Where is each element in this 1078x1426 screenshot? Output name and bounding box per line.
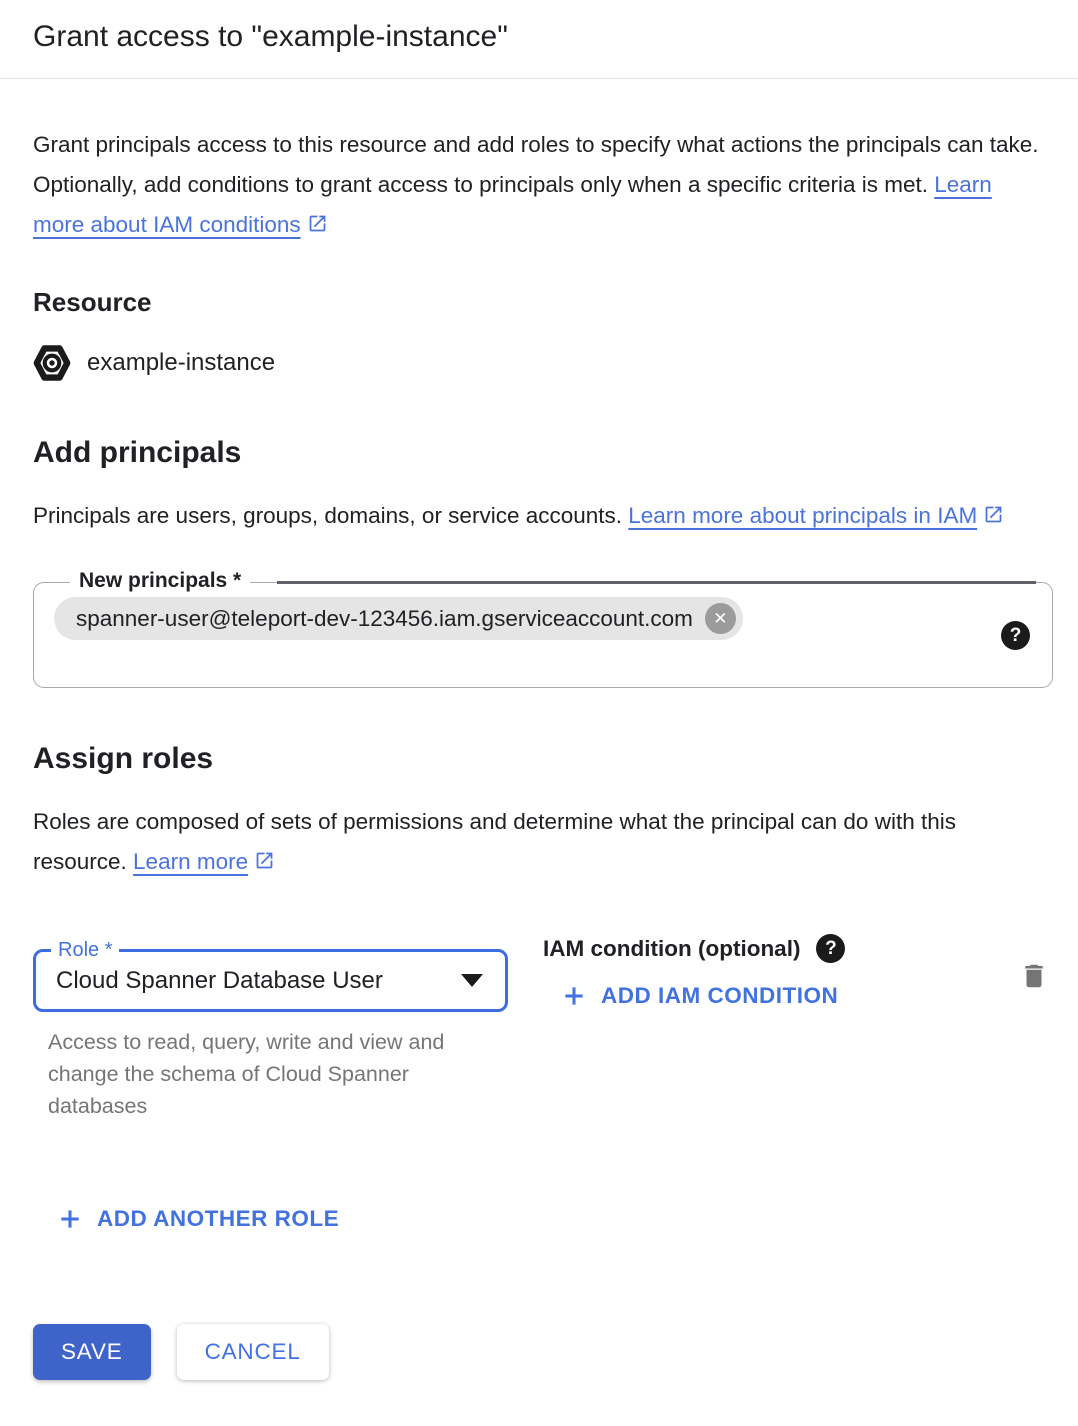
roles-description-text: Roles are composed of sets of permissions and determine what the principal can do with this resource.: [33, 809, 956, 874]
resource-heading: Resource: [33, 287, 152, 317]
add-principals-heading: Add principals: [33, 436, 242, 469]
role-column: [33, 934, 508, 1122]
add-another-role-button[interactable]: [47, 1198, 349, 1240]
add-iam-condition-button[interactable]: [551, 975, 848, 1017]
chip-remove-icon[interactable]: ✕: [705, 603, 736, 634]
new-principals-field[interactable]: [33, 569, 1053, 688]
add-role-wrap: [33, 1198, 1053, 1240]
new-principals-label: New principals *: [70, 569, 250, 593]
iam-condition-label-row: [543, 934, 1015, 963]
intro-paragraph: [33, 125, 1045, 245]
role-binding-row: [33, 934, 1053, 1122]
delete-role-button[interactable]: [1015, 956, 1053, 996]
add-principals-description: [33, 496, 1045, 536]
principal-chip-label: spanner-user@teleport-dev-123456.iam.gserviceaccount.com: [76, 605, 693, 631]
role-description: Access to read, query, write and view and change the schema of Cloud Spanner databases: [48, 1030, 445, 1118]
dropdown-arrow-icon: [461, 974, 483, 987]
cancel-button[interactable]: CANCEL: [177, 1324, 329, 1380]
trash-icon: [1019, 960, 1049, 992]
principal-chip: [54, 597, 743, 640]
resource-name: example-instance: [87, 349, 276, 376]
dialog-title: Grant access to "example-instance": [33, 20, 508, 53]
role-select-value: Cloud Spanner Database User: [56, 966, 383, 994]
intro-text: Grant principals access to this resource and add roles to specify what actions the principals can take. Optionally, add conditions to grant access to principals only when a specific criteria is met.: [33, 132, 1039, 197]
resource-row: [33, 344, 1053, 382]
dialog-body: [0, 125, 1078, 1380]
principals-help-icon[interactable]: ?: [1001, 621, 1030, 650]
dialog-header: [0, 0, 1078, 79]
spanner-instance-icon: [33, 344, 71, 382]
principals-link-label: Learn more about principals in IAM: [628, 503, 978, 528]
roles-learn-more-label: Learn more: [133, 849, 249, 874]
assign-roles-heading: Assign roles: [33, 742, 214, 775]
add-iam-condition-label: ADD IAM CONDITION: [601, 983, 839, 1008]
iam-conditions-link-label: Learn more about IAM conditions: [33, 172, 992, 237]
iam-condition-help-icon[interactable]: ?: [816, 934, 845, 963]
principals-description-text: Principals are users, groups, domains, or service accounts.: [33, 503, 629, 528]
open-in-new-icon: [983, 504, 1004, 525]
principals-link[interactable]: [628, 503, 1004, 528]
add-another-role-label: ADD ANOTHER ROLE: [97, 1206, 340, 1231]
iam-condition-column: [543, 934, 1015, 1017]
roles-learn-more-link[interactable]: [133, 849, 275, 874]
assign-roles-description: [33, 802, 1045, 882]
iam-condition-label: IAM condition (optional): [543, 935, 801, 961]
dialog-footer: [33, 1324, 1053, 1380]
save-button[interactable]: SAVE: [33, 1324, 151, 1380]
open-in-new-icon: [254, 850, 275, 871]
open-in-new-icon: [307, 213, 328, 234]
role-select[interactable]: [33, 939, 508, 1012]
plus-icon: [561, 983, 587, 1009]
field-top-border: [277, 581, 1036, 584]
role-select-label: Role *: [51, 939, 119, 962]
plus-icon: [57, 1206, 83, 1232]
